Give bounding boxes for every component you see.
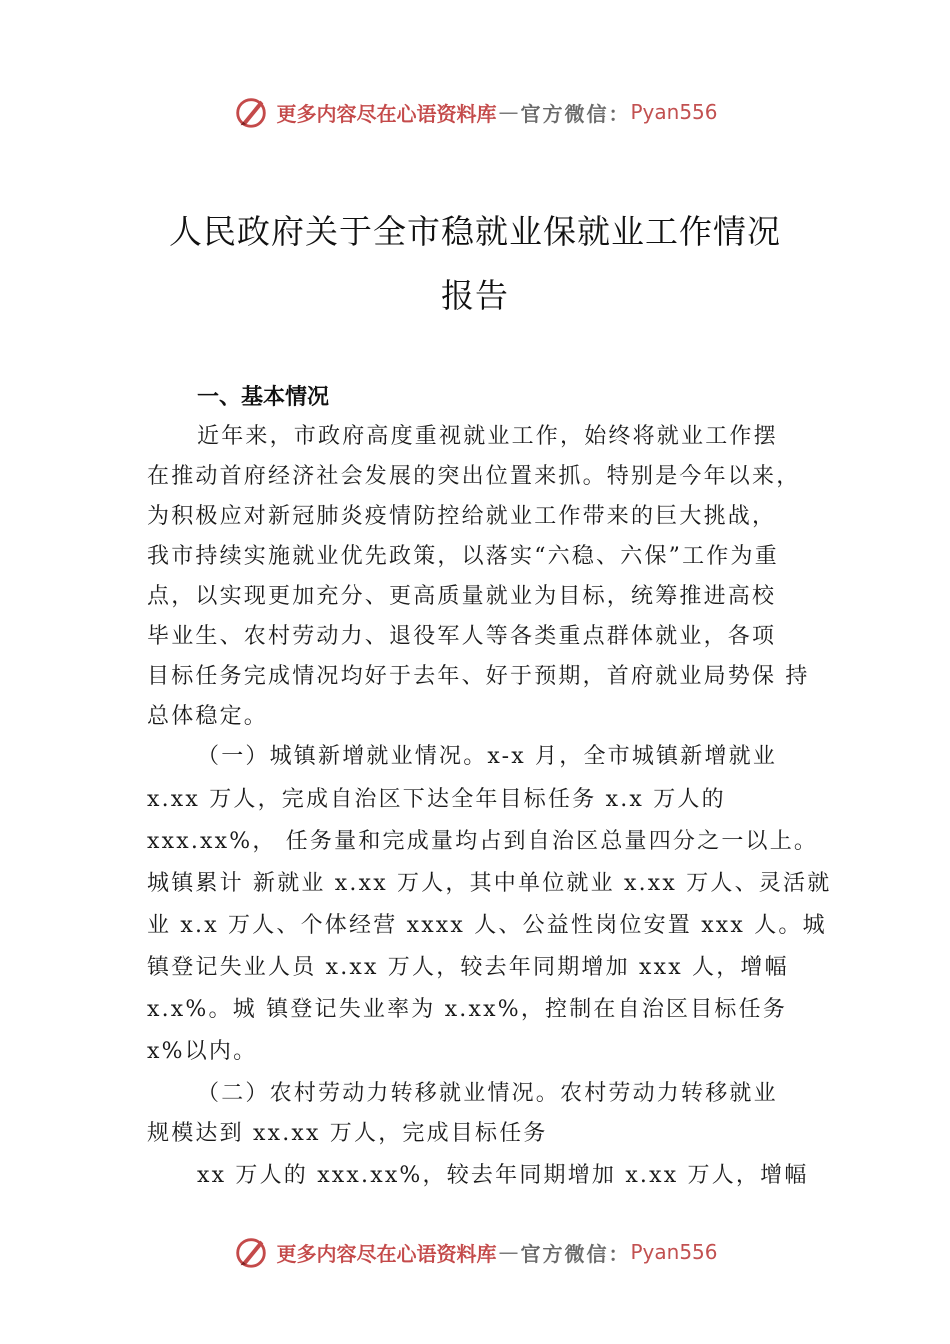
body-line: x.x%。城 镇登记失业率为 x.xx%，控制在自治区目标任务 — [147, 997, 788, 1022]
banner-brand-text: 更多内容尽在心语资料库 — [276, 1241, 497, 1266]
body-line: 为积极应对新冠肺炎疫情防控给就业工作带来的巨大挑战， — [147, 504, 777, 529]
body-line: 镇登记失业人员 x.xx 万人，较去年同期增加 xxx 人，增幅 — [147, 955, 789, 980]
body-line: xx 万人的 xxx.xx%，较去年同期增加 x.xx 万人，增幅 — [197, 1163, 809, 1188]
body-line: 我市持续实施就业优先政策，以落实“六稳、六保”工作为重 — [147, 544, 779, 569]
footer-watermark-banner — [0, 1232, 950, 1272]
header-watermark-banner — [0, 92, 950, 132]
body-line: （二）农村劳动力转移就业情况。农村劳动力转移就业 — [197, 1081, 778, 1106]
pen-circle-logo-icon — [232, 93, 270, 131]
body-line: 目标任务完成情况均好于去年、好于预期，首府就业局势保 持 — [147, 664, 810, 689]
body-line: xxx.xx%， 任务量和完成量均占到自治区总量四分之一以上。 — [147, 829, 819, 854]
document-title-line1: 人民政府关于全市稳就业保就业工作情况 — [169, 212, 781, 251]
banner-brand-text: 更多内容尽在心语资料库 — [276, 101, 497, 126]
body-line: 近年来，市政府高度重视就业工作，始终将就业工作摆 — [197, 424, 778, 449]
body-line: x%以内。 — [147, 1039, 258, 1064]
document-title-line2: 报告 — [441, 276, 509, 315]
body-line: （一）城镇新增就业情况。x-x 月，全市城镇新增就业 — [197, 744, 778, 769]
body-line: 毕业生、农村劳动力、退役军人等各类重点群体就业，各项 — [147, 624, 777, 649]
banner-wechat-label: 官方微信： — [520, 1241, 631, 1266]
banner-separator: — — [498, 100, 519, 124]
banner-wechat-id: Pyan556 — [630, 100, 718, 124]
body-line: 在推动首府经济社会发展的突出位置来抓。特别是今年以来， — [147, 464, 801, 489]
body-line: 业 x.x 万人、个体经营 xxxx 人、公益性岗位安置 xxx 人。城 — [147, 913, 827, 938]
pen-circle-logo-icon — [232, 1233, 270, 1271]
body-line: 规模达到 xx.xx 万人，完成目标任务 — [147, 1121, 548, 1146]
banner-wechat-id: Pyan556 — [630, 1240, 718, 1264]
banner-separator: — — [498, 1240, 519, 1264]
section-heading-basic-situation: 一、基本情况 — [197, 385, 330, 410]
body-line: 总体稳定。 — [147, 704, 269, 729]
body-line: x.xx 万人，完成自治区下达全年目标任务 x.x 万人的 — [147, 787, 726, 812]
banner-wechat-label: 官方微信： — [520, 101, 631, 126]
body-line: 点，以实现更加充分、更高质量就业为目标，统筹推进高校 — [147, 584, 777, 609]
body-line: 城镇累计 新就业 x.xx 万人，其中单位就业 x.xx 万人、灵活就 — [147, 871, 832, 896]
